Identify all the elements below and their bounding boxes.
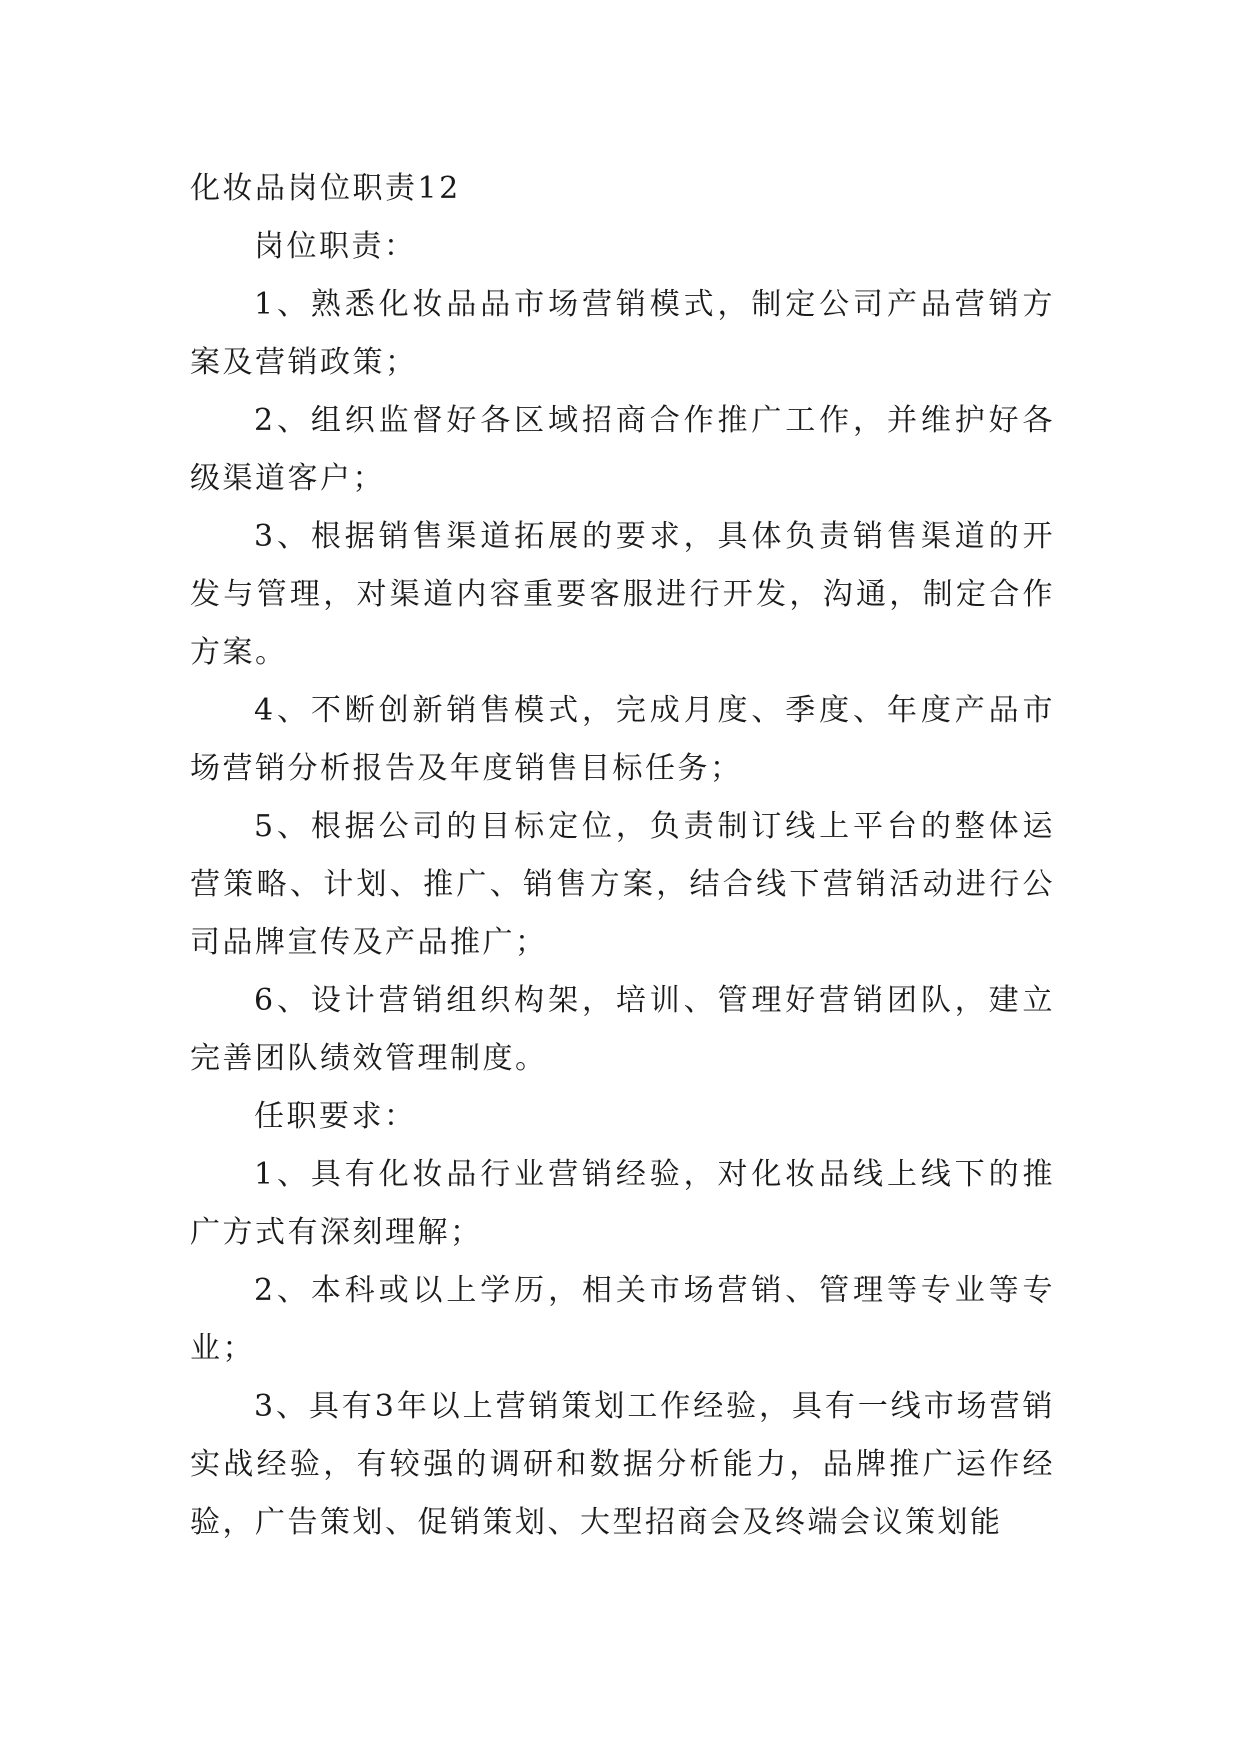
requirement-item-2: 2、本科或以上学历，相关市场营销、管理等专业等专业；	[190, 1273, 1055, 1366]
duty-item-4: 4、不断创新销售模式，完成月度、季度、年度产品市场营销分析报告及年度销售目标任务；	[190, 693, 1055, 786]
document-body	[190, 160, 1055, 1552]
duty-item-2: 2、组织监督好各区域招商合作推广工作，并维护好各级渠道客户；	[190, 403, 1055, 496]
requirement-item-1: 1、具有化妆品行业营销经验，对化妆品线上线下的推广方式有深刻理解；	[190, 1157, 1055, 1250]
requirement-item-3: 3、具有3年以上营销策划工作经验，具有一线市场营销实战经验，有较强的调研和数据分析能力，品牌推广运作经验，广告策划、促销策划、大型招商会及终端会议策划能	[190, 1389, 1055, 1540]
duty-item-5: 5、根据公司的目标定位，负责制订线上平台的整体运营策略、计划、推广、销售方案，结合线下营销活动进行公司品牌宣传及产品推广；	[190, 809, 1055, 960]
duty-item-3: 3、根据销售渠道拓展的要求，具体负责销售渠道的开发与管理，对渠道内容重要客服进行开发，沟通，制定合作方案。	[190, 519, 1055, 670]
duties-heading: 岗位职责：	[254, 229, 417, 264]
duty-item-1: 1、熟悉化妆品品市场营销模式，制定公司产品营销方案及营销政策；	[190, 287, 1055, 380]
duty-item-6: 6、设计营销组织构架，培训、管理好营销团队，建立完善团队绩效管理制度。	[190, 983, 1055, 1076]
requirements-heading: 任职要求：	[254, 1099, 417, 1134]
document-title: 化妆品岗位职责12	[190, 171, 461, 206]
